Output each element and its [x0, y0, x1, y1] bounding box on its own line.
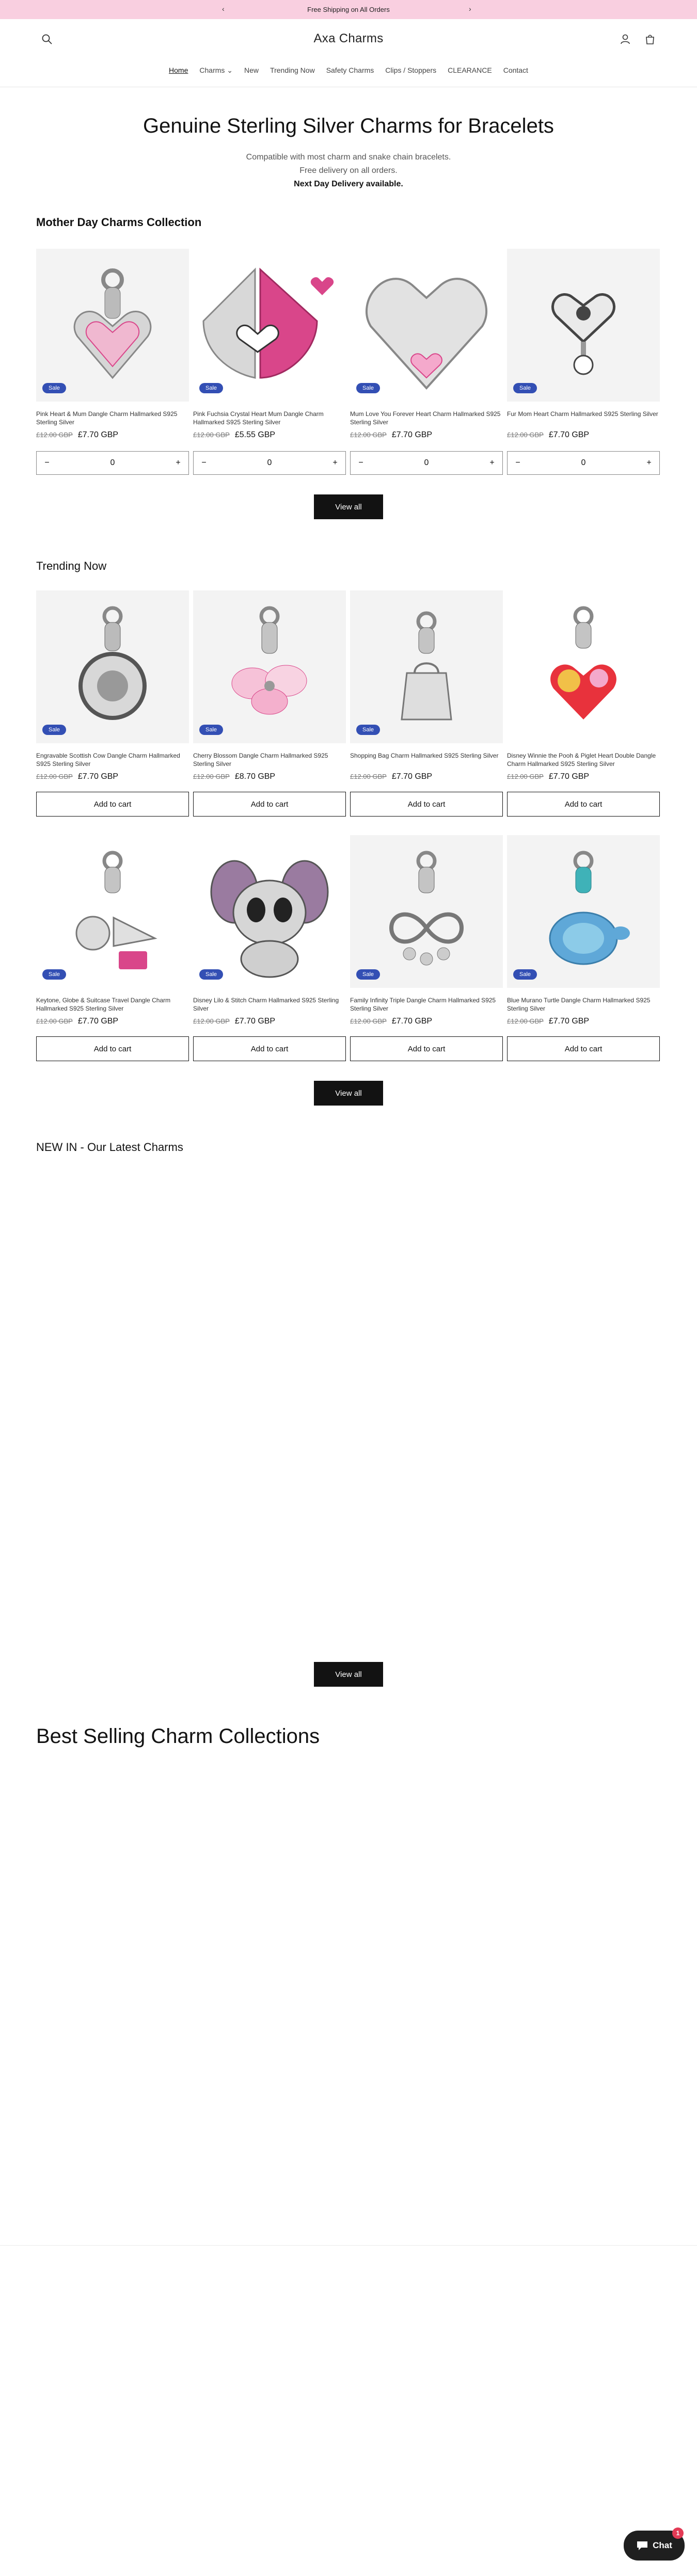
charm-image	[350, 249, 503, 402]
hero-line-delivery: Free delivery on all orders.	[299, 166, 398, 175]
product-image[interactable]	[193, 590, 346, 743]
price-row	[507, 1017, 660, 1026]
add-to-cart-button[interactable]: Add to cart	[350, 1036, 503, 1061]
product-name[interactable]: Pink Heart & Mum Dangle Charm Hallmarked S925 Sterling Silver	[36, 410, 178, 426]
brand-logo[interactable]: Axa Charms	[313, 31, 384, 45]
charm-image	[36, 249, 189, 402]
charm-image	[36, 835, 189, 988]
product-image[interactable]	[350, 590, 503, 743]
sale-badge: Sale	[42, 969, 66, 980]
nav-item-trending[interactable]: Trending Now	[270, 66, 315, 74]
qty-decrease-button[interactable]: −	[44, 458, 50, 467]
sale-badge: Sale	[199, 383, 223, 393]
site-header	[0, 19, 697, 87]
charm-image	[507, 835, 660, 988]
nav-item-contact[interactable]: Contact	[503, 66, 528, 74]
compare-price: £12.00 GBP	[507, 773, 544, 780]
chat-label: Chat	[653, 2540, 672, 2550]
compare-price: £12.00 GBP	[350, 1017, 387, 1025]
section-title-trending: Trending Now	[36, 559, 107, 572]
page-title: Genuine Sterling Silver Charms for Bracelets	[143, 115, 554, 137]
hero-line-compat: Compatible with most charm and snake chain bracelets.	[246, 153, 451, 162]
compare-price: £12.00 GBP	[36, 431, 73, 439]
charm-image	[350, 835, 503, 988]
product-image[interactable]	[193, 835, 346, 988]
qty-decrease-button[interactable]: −	[201, 458, 207, 467]
chat-bubble-icon	[636, 2540, 648, 2551]
add-to-cart-button[interactable]: Add to cart	[193, 1036, 346, 1061]
price-row	[193, 430, 346, 440]
compare-price: £12.00 GBP	[507, 431, 544, 439]
price-row	[36, 1017, 189, 1026]
sale-price: £8.70 GBP	[234, 772, 276, 781]
qty-decrease-button[interactable]: −	[515, 458, 520, 467]
view-all-button-trending[interactable]: View all	[314, 1081, 383, 1106]
nav-item-charms[interactable]	[199, 65, 233, 76]
footer-divider	[0, 2245, 697, 2246]
product-name[interactable]: Disney Winnie the Pooh & Piglet Heart Double Dangle Charm Hallmarked S925 Sterling Silver	[507, 752, 656, 767]
compare-price: £12.00 GBP	[193, 773, 230, 780]
product-name[interactable]: Engravable Scottish Cow Dangle Charm Hallmarked S925 Sterling Silver	[36, 752, 180, 767]
add-to-cart-button[interactable]: Add to cart	[36, 792, 189, 817]
sale-price: £7.70 GBP	[391, 772, 433, 781]
nav-item-clearance[interactable]: CLEARANCE	[448, 66, 492, 74]
add-to-cart-button[interactable]: Add to cart	[507, 792, 660, 817]
price-row	[350, 772, 503, 781]
product-name[interactable]: Pink Fuchsia Crystal Heart Mum Dangle Charm Hallmarked S925 Sterling Silver	[193, 410, 324, 426]
sale-badge: Sale	[356, 383, 380, 393]
nav-item-safety-charms[interactable]: Safety Charms	[326, 66, 374, 74]
charm-image	[507, 249, 660, 402]
charm-image	[350, 590, 503, 743]
sale-badge: Sale	[42, 725, 66, 735]
product-image[interactable]	[36, 835, 189, 988]
chat-button[interactable]	[624, 2531, 685, 2561]
sale-price: £7.70 GBP	[548, 430, 590, 439]
product-name[interactable]: Disney Lilo & Stitch Charm Hallmarked S925 Sterling Silver	[193, 997, 339, 1012]
charm-image	[193, 835, 346, 988]
chevron-down-icon: ⌄	[227, 66, 233, 74]
product-image[interactable]	[36, 590, 189, 743]
product-name[interactable]: Blue Murano Turtle Dangle Charm Hallmarked S925 Sterling Silver	[507, 997, 651, 1012]
nav-item-new[interactable]: New	[244, 66, 259, 74]
compare-price: £12.00 GBP	[193, 431, 230, 439]
section-title-mothers-day: Mother Day Charms Collection	[36, 216, 202, 229]
view-all-button-mothers-day[interactable]: View all	[314, 494, 383, 519]
compare-price: £12.00 GBP	[36, 773, 73, 780]
qty-value[interactable]: 0	[581, 458, 586, 467]
product-name[interactable]: Keytone, Globe & Suitcase Travel Dangle Charm Hallmarked S925 Sterling Silver	[36, 997, 171, 1012]
price-row	[36, 430, 189, 440]
chevron-right-icon[interactable]: ›	[469, 5, 471, 13]
compare-price: £12.00 GBP	[36, 1017, 73, 1025]
compare-price: £12.00 GBP	[507, 1017, 544, 1025]
price-row	[350, 430, 503, 440]
sale-price: £7.70 GBP	[391, 430, 433, 439]
product-image[interactable]	[507, 835, 660, 988]
compare-price: £12.00 GBP	[350, 773, 387, 780]
sale-badge: Sale	[199, 725, 223, 735]
sale-badge: Sale	[513, 383, 537, 393]
product-name[interactable]: Mum Love You Forever Heart Charm Hallmarked S925 Sterling Silver	[350, 410, 501, 426]
qty-value[interactable]: 0	[110, 458, 115, 467]
sale-badge: Sale	[356, 969, 380, 980]
hero-line-next-day: Next Day Delivery available.	[294, 180, 403, 188]
product-image[interactable]	[193, 249, 346, 402]
product-name[interactable]: Shopping Bag Charm Hallmarked S925 Sterling Silver	[350, 752, 499, 759]
view-all-button-new-in[interactable]: View all	[314, 1662, 383, 1687]
product-image[interactable]	[350, 249, 503, 402]
announcement-text: Free Shipping on All Orders	[307, 6, 390, 13]
cart-icon[interactable]	[644, 34, 656, 45]
product-image[interactable]	[36, 249, 189, 402]
product-image[interactable]	[507, 590, 660, 743]
sale-badge: Sale	[199, 969, 223, 980]
price-row	[193, 772, 346, 781]
add-to-cart-button[interactable]: Add to cart	[193, 792, 346, 817]
charm-image	[507, 590, 660, 743]
product-image[interactable]	[350, 835, 503, 988]
quantity-stepper	[36, 451, 189, 475]
qty-increase-button[interactable]: +	[332, 458, 338, 467]
nav-item-home[interactable]: Home	[169, 66, 188, 74]
nav-item-charms-label: Charms	[199, 66, 225, 74]
main-nav	[0, 65, 697, 76]
sale-price: £7.70 GBP	[548, 772, 590, 781]
add-to-cart-button[interactable]: Add to cart	[36, 1036, 189, 1061]
sale-price: £7.70 GBP	[391, 1017, 433, 1026]
sale-badge: Sale	[356, 725, 380, 735]
section-title-new-in: NEW IN - Our Latest Charms	[36, 1141, 183, 1154]
qty-increase-button[interactable]: +	[176, 458, 181, 467]
sale-badge: Sale	[513, 969, 537, 980]
charm-image	[36, 590, 189, 743]
price-row	[507, 772, 660, 781]
qty-increase-button[interactable]: +	[646, 458, 652, 467]
chat-notification-badge: 1	[672, 2527, 684, 2539]
charm-image	[193, 249, 346, 402]
price-row	[36, 772, 189, 781]
sale-price: £7.70 GBP	[77, 1017, 119, 1026]
nav-item-clips-stoppers[interactable]: Clips / Stoppers	[385, 66, 437, 74]
qty-value[interactable]: 0	[424, 458, 429, 467]
quantity-stepper	[193, 451, 346, 475]
qty-increase-button[interactable]: +	[489, 458, 495, 467]
product-name[interactable]: Cherry Blossom Dangle Charm Hallmarked S925 Sterling Silver	[193, 752, 328, 767]
quantity-stepper	[350, 451, 503, 475]
price-row	[193, 1017, 346, 1026]
announcement-bar	[0, 0, 697, 19]
product-image[interactable]	[507, 249, 660, 402]
section-title-best-selling: Best Selling Charm Collections	[36, 1725, 320, 1748]
sale-price: £7.70 GBP	[548, 1017, 590, 1026]
sale-price: £7.70 GBP	[77, 772, 119, 781]
chevron-left-icon[interactable]: ‹	[222, 5, 225, 13]
product-name[interactable]: Family Infinity Triple Dangle Charm Hallmarked S925 Sterling Silver	[350, 997, 496, 1012]
sale-badge: Sale	[42, 383, 66, 393]
qty-decrease-button[interactable]: −	[358, 458, 363, 467]
compare-price: £12.00 GBP	[350, 431, 387, 439]
price-row	[507, 430, 660, 440]
price-row	[350, 1017, 503, 1026]
quantity-stepper	[507, 451, 660, 475]
sale-price: £5.55 GBP	[234, 430, 276, 439]
product-name[interactable]: Fur Mom Heart Charm Hallmarked S925 Sterling Silver	[507, 410, 658, 418]
account-icon[interactable]	[620, 34, 631, 45]
compare-price: £12.00 GBP	[193, 1017, 230, 1025]
qty-value[interactable]: 0	[267, 458, 272, 467]
charm-image	[193, 590, 346, 743]
add-to-cart-button[interactable]: Add to cart	[507, 1036, 660, 1061]
add-to-cart-button[interactable]: Add to cart	[350, 792, 503, 817]
sale-price: £7.70 GBP	[77, 430, 119, 439]
sale-price: £7.70 GBP	[234, 1017, 276, 1026]
